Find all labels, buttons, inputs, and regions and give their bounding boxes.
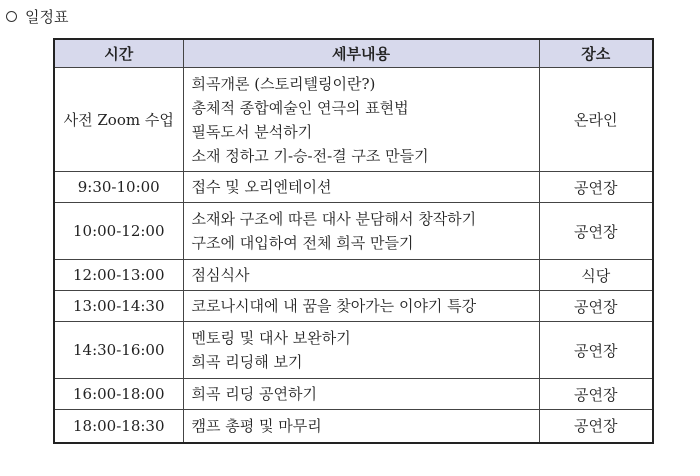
detail-cell bbox=[183, 322, 539, 379]
detail-line: 희곡 리딩해 보기 bbox=[191, 353, 303, 371]
place-cell: 공연장 bbox=[539, 410, 653, 443]
detail-cell bbox=[183, 172, 539, 203]
schedule-heading bbox=[6, 4, 68, 28]
heading-title: 일정표 bbox=[25, 7, 69, 26]
table-row bbox=[54, 203, 653, 260]
detail-line: 희곡개론 (스토리텔링이란?) bbox=[191, 74, 376, 93]
place-cell: 공연장 bbox=[539, 291, 653, 322]
place-cell: 공연장 bbox=[539, 172, 653, 203]
time-cell: 16:00-18:00 bbox=[54, 379, 183, 410]
time-cell: 14:30-16:00 bbox=[54, 322, 183, 379]
schedule-table bbox=[53, 38, 654, 444]
detail-cell bbox=[183, 203, 539, 260]
time-cell: 12:00-13:00 bbox=[54, 260, 183, 291]
place-cell: 공연장 bbox=[539, 322, 653, 379]
detail-line: 소재와 구조에 따른 대사 분담해서 창작하기 bbox=[191, 210, 477, 228]
time-cell: 9:30-10:00 bbox=[54, 172, 183, 203]
time-cell: 13:00-14:30 bbox=[54, 291, 183, 322]
detail-cell bbox=[183, 291, 539, 322]
detail-cell bbox=[183, 68, 539, 172]
detail-cell bbox=[183, 410, 539, 443]
table-row bbox=[54, 322, 653, 379]
table-row bbox=[54, 260, 653, 291]
header-place: 장소 bbox=[539, 39, 653, 68]
time-cell: 10:00-12:00 bbox=[54, 203, 183, 260]
place-cell: 온라인 bbox=[539, 68, 653, 172]
place-cell: 공연장 bbox=[539, 379, 653, 410]
table-row bbox=[54, 68, 653, 172]
header-time: 시간 bbox=[54, 39, 183, 68]
time-cell: 18:00-18:30 bbox=[54, 410, 183, 443]
detail-line: 총체적 종합예술인 연극의 표현법 bbox=[191, 98, 409, 117]
detail-line: 소재 정하고 기-승-전-결 구조 만들기 bbox=[191, 146, 429, 165]
time-cell: 사전 Zoom 수업 bbox=[54, 68, 183, 172]
detail-line: 희곡 리딩 공연하기 bbox=[191, 385, 317, 403]
table-row bbox=[54, 379, 653, 410]
table-row bbox=[54, 291, 653, 322]
detail-line: 캠프 총평 및 마무리 bbox=[191, 416, 322, 435]
table-row bbox=[54, 410, 653, 443]
detail-line: 접수 및 오리엔테이션 bbox=[191, 178, 332, 196]
table-row bbox=[54, 172, 653, 203]
detail-cell bbox=[183, 379, 539, 410]
table-header-row bbox=[54, 39, 653, 68]
detail-line: 점심식사 bbox=[191, 266, 250, 284]
detail-line: 구조에 대입하여 전체 희곡 만들기 bbox=[191, 234, 414, 252]
detail-line: 코로나시대에 내 꿈을 찾아가는 이야기 특강 bbox=[191, 297, 477, 315]
detail-line: 멘토링 및 대사 보완하기 bbox=[191, 329, 351, 347]
detail-cell bbox=[183, 260, 539, 291]
place-cell: 식당 bbox=[539, 260, 653, 291]
header-detail: 세부내용 bbox=[183, 39, 539, 68]
circle-bullet-icon bbox=[6, 11, 17, 22]
place-cell: 공연장 bbox=[539, 203, 653, 260]
detail-line: 필독도서 분석하기 bbox=[191, 122, 313, 141]
table-body bbox=[54, 68, 653, 443]
